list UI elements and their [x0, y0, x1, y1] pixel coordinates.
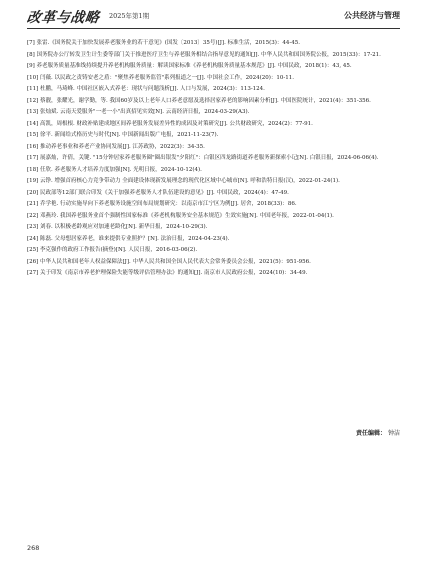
reference-item: [8] 国务院办公厅转发卫生计生委等部门关于推进医疗卫生与养老服务相结合指导意见的通知[J]. 中华人民共和国国务院公报，2015(33)：17-21. [27, 51, 381, 58]
reference-list [27, 38, 400, 280]
reference-item: [15] 徐平. 新闻给式格历史与时代[N]. 中国新闻出版广电报，2021-11-23(7). [27, 132, 219, 138]
page-number: 268 [27, 544, 40, 552]
section-title: 公共经济与管理 [344, 11, 400, 20]
reference-item: [9] 养老服务质量基准线持续提升养老机构服务质量：解读国家标准《养老机构服务质量基本规范》[J]. 中国民政，2018(1)：43, 45. [27, 63, 352, 69]
editor-label: 责任编辑： [356, 430, 387, 437]
reference-item: [7] 张雷.《国务院关于加快发展养老服务业的若干意见》(国发〔2013〕35号)[J]. 标准生活，2015(3)：44-45. [27, 40, 300, 46]
reference-item: [11] 杜鹏，马琦峰. 中国社区嵌入式养老：现状与问题浅析[J]. 人口与发展，2024(3)：113-124. [27, 86, 265, 92]
editor-name: 钟洁 [387, 430, 400, 437]
reference-item: [17] 展嘉灿，许倩，关键. "15分钟居家养老服务圈"圈出银发"夕阳红"：白银区四龙路街道养老服务新探索小记[N]. 白银日报，2024-06-06(4). [27, 155, 379, 161]
responsible-editor [356, 428, 400, 437]
reference-item: [20] 民政部等12部门联合印发《关于加强养老服务人才队伍建设的意见》[J]. 中国民政，2024(4)：47-49. [27, 189, 289, 196]
reference-item: [23] 刘春. 以积极老龄观应对加速老龄化[N]. 新华日报，2024-10-29(3). [27, 224, 208, 230]
reference-item: [12] 蔡靓，张耀光，谢学勤，等. 我国60岁及以上老年人口养老意愿及选择居家养老的影响因素分析[J]. 中国医院统计，2021(4)：351-356. [27, 97, 371, 104]
reference-item: [14] 高凯，周根根. 财政补贴建成地区间养老服务发展差异性的成因及对策研究[J]. 公共财政研究，2024(2)：77-91. [27, 120, 313, 127]
reference-item: [22] 邓燕玲. 我国养老服务业首个强制性国家标准《养老机构服务安全基本规范》生效实施[N]. 中国老年报，2022-01-04(1). [27, 212, 334, 219]
reference-item: [13] 张灿斌. 云南天爱服务"一老一小"出真招见实效[N]. 云南经济日报，2024-03-29(A3). [27, 109, 250, 115]
reference-item: [27] 关于印发《南京市养老护理保险失能等级评估管理办法》的通知[J]. 南京市人民政府公报，2024(10)：34-49. [27, 270, 308, 276]
reference-item: [18] 任欣. 养老服务人才培养力度加强[N]. 光明日报，2024-10-12(4). [27, 166, 202, 173]
reference-item: [25] 李克强作的政府工作报告(摘登)[N]. 人民日报，2016-03-06(2). [27, 247, 198, 253]
reference-item: [16] 推动养老事业和养老产业协同发展[J]. 江苏政协，2022(3)：34-35. [27, 143, 205, 150]
reference-item: [24] 陈磊. 父母想居家养老，谁来提供专业照护？[N]. 法治日报，2024-04-23(4). [27, 235, 230, 242]
issue-label: 2025年第1期 [109, 12, 150, 20]
reference-item: [21] 乔学艳. 行动实施导向下养老服务设施空间布局规划研究：以南京市江宁区为例[J]. 居舍，2018(33)：86. [27, 201, 297, 207]
reference-item: [26] 中华人民共和国老年人权益保障法[J]. 中华人民共和国全国人民代表大会常务委员会公报，2021(5)：951-956. [27, 258, 311, 265]
page-header [27, 4, 400, 29]
journal-logo: 改革与战略 [25, 10, 101, 26]
reference-item: [10] 闫薇. 以民政之责铸安老之盾："聚焦养老服务监管"系列报道之一[J]. 中国社会工作，2024(20)：10-11. [27, 74, 294, 81]
reference-item: [19] 云铮. 增强首府核心力竞争带动力 全面建设体现新发展理念的现代化区域中心城市[N]. 呼和浩特日报(汉)，2022-01-24(1). [27, 178, 340, 184]
